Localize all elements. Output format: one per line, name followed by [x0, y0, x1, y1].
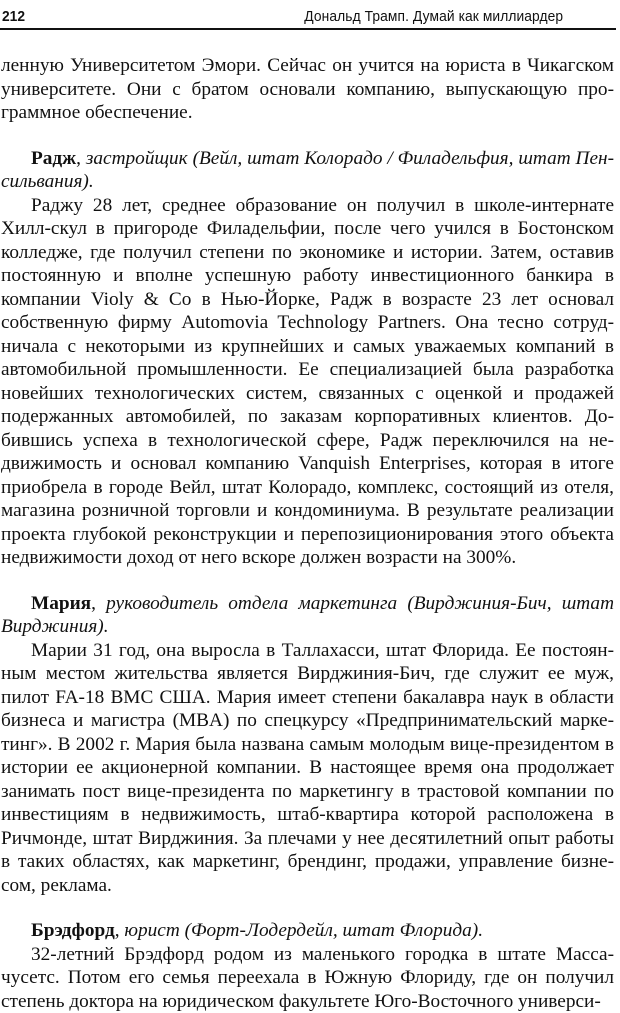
person-role: руководитель отдела маркетинга (Вирджиния-Бич, штат Вирджиния).	[1, 593, 614, 638]
paragraph-continuation: ленную Университетом Эмори. Сейчас он учится на юриста в Чикагском университете. Они с братом основали компанию, выпускающую программное обеспечение.	[1, 54, 614, 125]
person-role: застройщик (Вейл, штат Колорадо / Филадельфия, штат Пенсильвания).	[1, 148, 614, 193]
page-body	[1, 54, 614, 1013]
name-separator: ,	[91, 593, 106, 614]
paragraph-radzh-bio: Раджу 28 лет, среднее образование он получил в школе-интернате Хилл-скул в пригороде Филадельфии, после чего учился в Бостонском колледже, где получил степени по экономике и истории. Затем, оставив постоянную и вполне успешную работу инвестиционного банкира в компании Violy & Co в Нью-Йорке, Радж в возрасте 23 лет основал собственную фирму Automovia Technology Partners. Она тесно сотрудничала с некоторыми из крупнейших и самых уважаемых компаний в автомобильной промышленности. Ее специализацией была разработка новейших технологических систем, связанных с оценкой и продажей подержанных автомобилей, по заказам корпоративных клиентов. Добившись успеха в технологической сфере, Радж переключился на недвижимость и основал компанию Vanquish Enterprises, которая в итоге приобрела в городе Вейл, штат Колорадо, комплекс, состоящий из отеля, магазина розничной торговли и кондоминиума. В результате реализации проекта глубокой реконструкции и перепозиционирования этого объекта недвижимости доход от него вскоре должен возрасти на 300%.	[1, 194, 614, 570]
name-separator: ,	[115, 920, 125, 941]
running-title: Дональд Трамп. Думай как миллиардер	[304, 8, 563, 26]
entry-heading-maria	[1, 592, 614, 639]
name-separator: ,	[76, 148, 86, 169]
entry-heading-radzh	[1, 147, 614, 194]
person-role: юрист (Форт-Лодердейл, штат Флорида).	[124, 920, 483, 941]
entry-heading-bradford	[1, 919, 614, 943]
person-name: Брэдфорд	[31, 920, 115, 941]
person-name: Мария	[31, 593, 91, 614]
paragraph-bradford-bio: 32-летний Брэдфорд родом из маленького городка в штате Массачусетс. Потом его семья переехала в Южную Флориду, где он получил степень доктора на юридическом факультете Юго-Восточного универси-	[1, 943, 614, 1013]
header-rule	[0, 28, 616, 30]
paragraph-maria-bio: Марии 31 год, она выросла в Таллахасси, штат Флорида. Ее постоянным местом жительства является Вирджиния-Бич, где служит ее муж, пилот FA-18 ВМС США. Мария имеет степени бакалавра наук в области бизнеса и магистра (MBA) по спецкурсу «Предпринимательский маркетинг». В 2002 г. Мария была названа самым молодым вице-президентом в истории ее акционерной компании. В настоящее время она продолжает занимать пост вице-президента по маркетингу в трастовой компании по инвестициям в недвижимость, штаб-квартира которой расположена в Ричмонде, штат Вирджиния. За плечами у нее десятилетний опыт работы в таких областях, как маркетинг, брендинг, продажи, управление бизнесом, реклама.	[1, 639, 614, 898]
person-name: Радж	[31, 148, 76, 169]
page-number: 212	[2, 8, 25, 26]
page-header	[2, 0, 563, 26]
